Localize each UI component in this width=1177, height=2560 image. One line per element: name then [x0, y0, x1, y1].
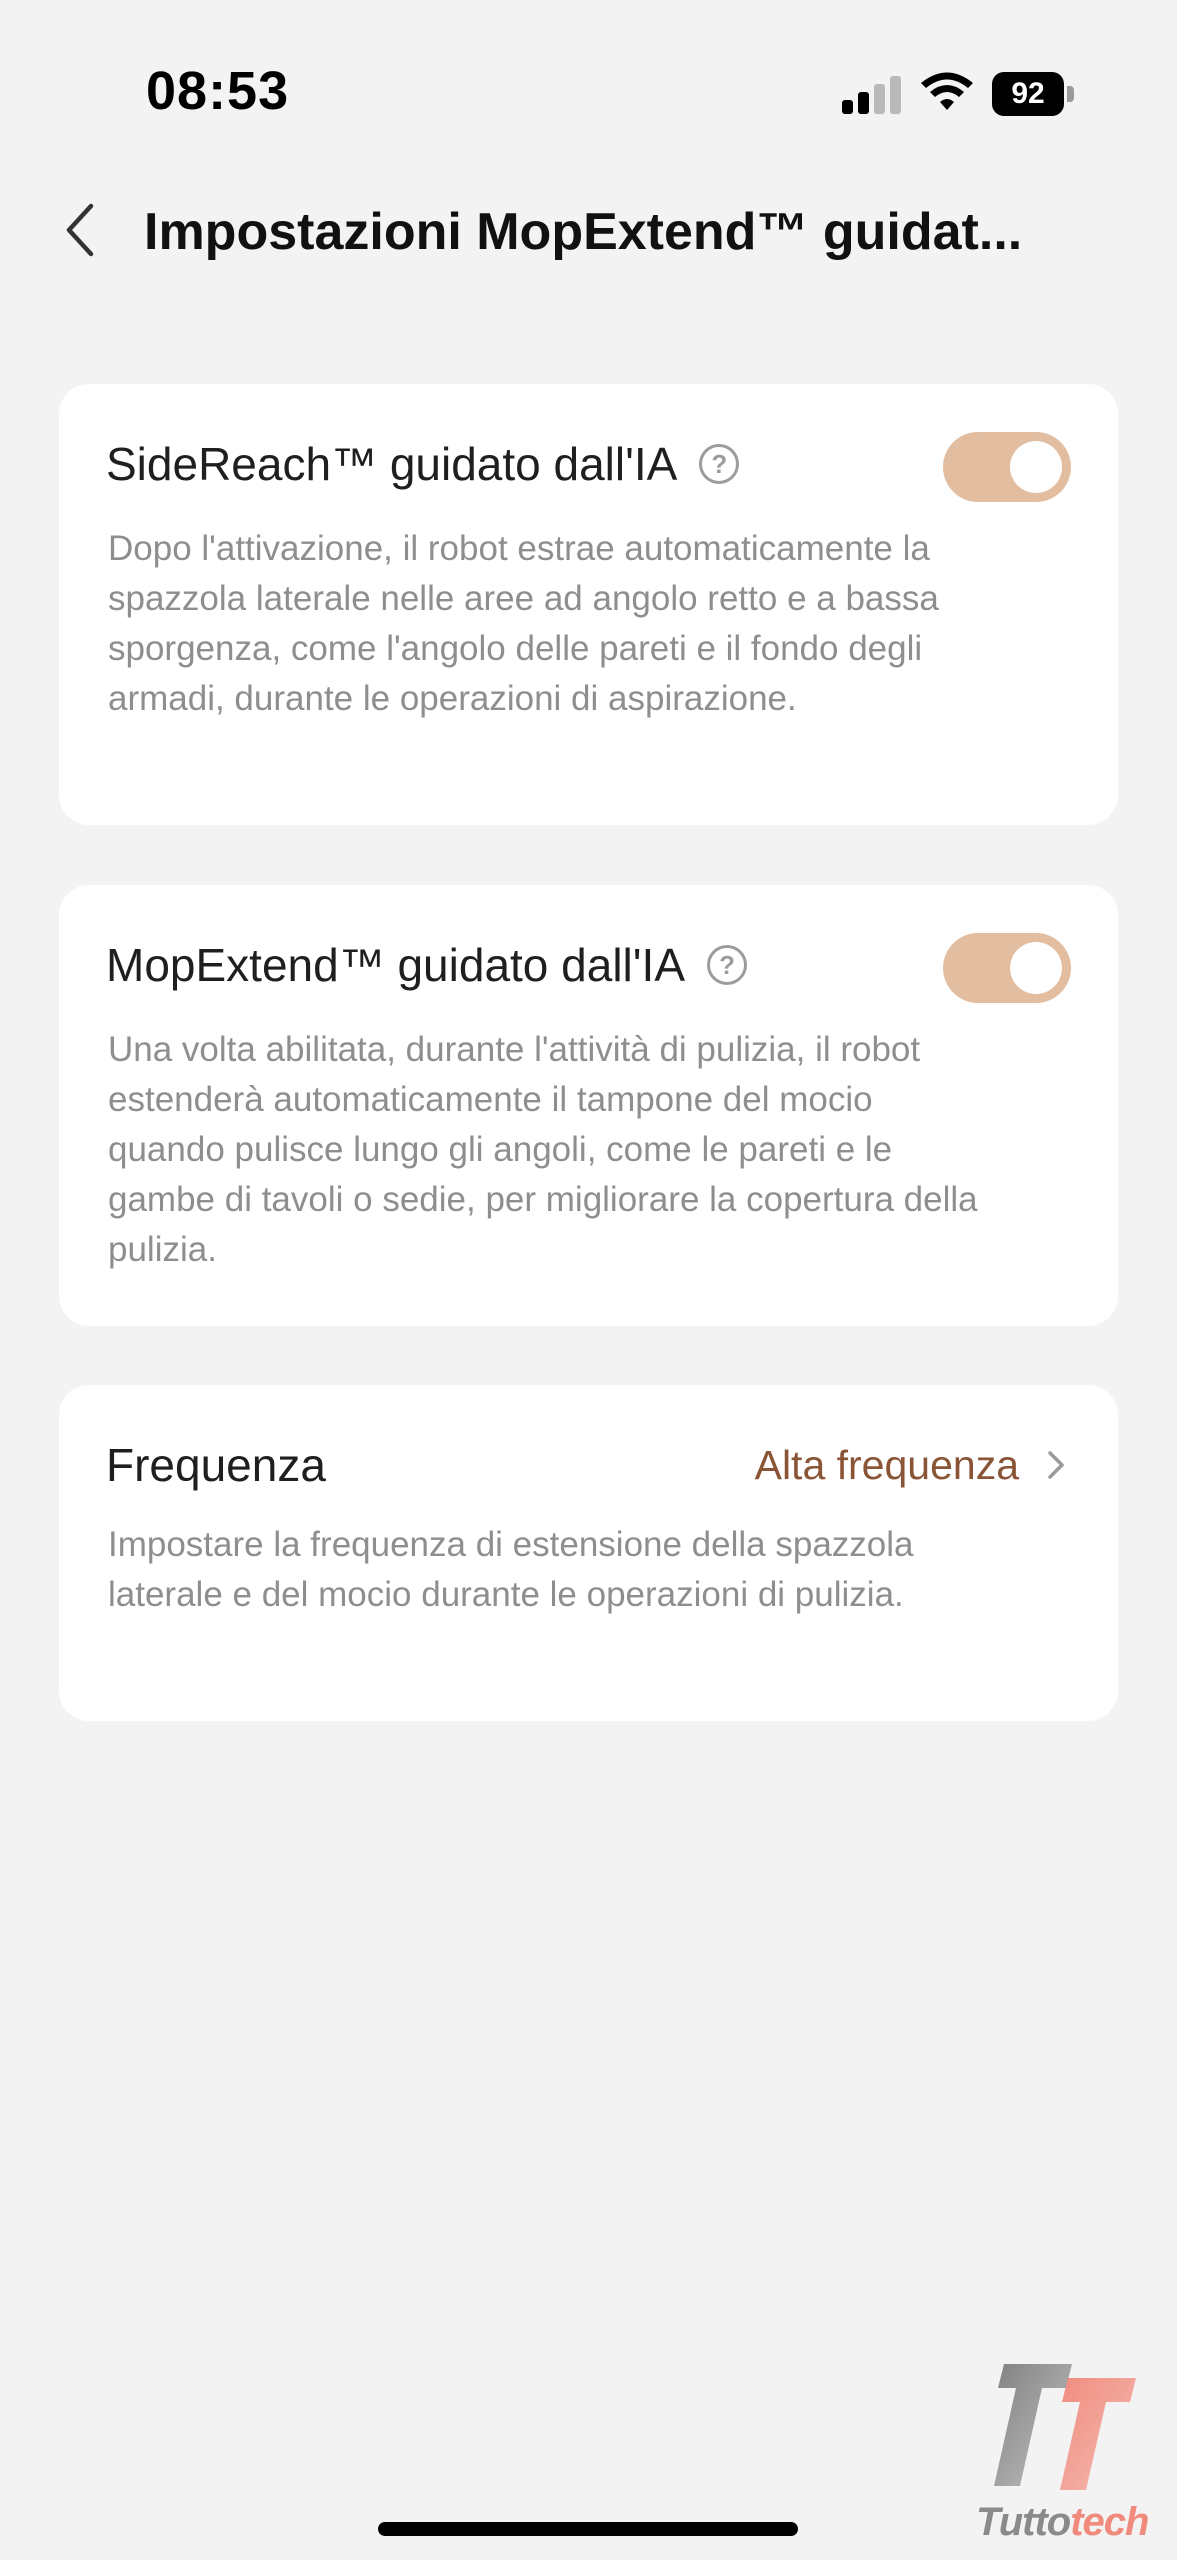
page-title: Impostazioni MopExtend™ guidat...	[144, 203, 1023, 261]
cellular-signal-icon	[842, 74, 902, 114]
status-time: 08:53	[146, 61, 290, 121]
sidereach-title-row	[106, 424, 1071, 504]
battery-indicator	[992, 72, 1074, 116]
frequency-selector[interactable]	[755, 1425, 1071, 1505]
frequency-value: Alta frequenza	[754, 1441, 1019, 1488]
frequency-card[interactable]	[59, 1385, 1118, 1721]
chevron-left-icon	[63, 202, 97, 258]
battery-level: 92	[992, 72, 1064, 116]
watermark-text	[976, 2500, 1148, 2545]
toggle-knob	[1010, 942, 1062, 994]
mopextend-card	[59, 885, 1118, 1326]
header	[0, 190, 1177, 330]
home-indicator[interactable]	[378, 2522, 798, 2536]
help-icon[interactable]: ?	[699, 444, 739, 484]
chevron-right-icon	[1041, 1445, 1071, 1485]
mopextend-toggle[interactable]	[943, 933, 1071, 1003]
frequency-description: Impostare la frequenza di estensione della spazzola laterale e del mocio durante le operazioni di pulizia.	[108, 1525, 914, 1614]
sidereach-description: Dopo l'attivazione, il robot estrae automaticamente la spazzola laterale nelle aree ad angolo retto e a bassa sporgenza, come l'angolo delle pareti e il fondo degli armadi, durante le operazioni di aspirazione.	[108, 529, 939, 718]
tuttotech-watermark	[976, 2358, 1156, 2548]
mopextend-title-row	[106, 925, 1071, 1005]
mopextend-description: Una volta abilitata, durante l'attività di pulizia, il robot estenderà automaticamente il tampone del mocio quando pulisce lungo gli angoli, come le pareti e le gambe di tavoli o sedie, per migliorare la copertura della pulizia.	[108, 1030, 978, 1269]
back-button[interactable]	[30, 190, 130, 270]
wifi-icon	[920, 70, 974, 114]
toggle-knob	[1010, 441, 1062, 493]
sidereach-title: SideReach™ guidato dall'IA	[106, 438, 678, 490]
mopextend-title: MopExtend™ guidato dall'IA	[106, 939, 686, 991]
frequency-title: Frequenza	[106, 1439, 326, 1491]
battery-tip	[1067, 86, 1074, 102]
watermark-text-part1: Tutto	[976, 2500, 1071, 2544]
watermark-text-part2: tech	[1070, 2500, 1149, 2544]
help-icon[interactable]: ?	[707, 945, 747, 985]
status-bar	[0, 0, 1177, 190]
sidereach-card	[59, 384, 1118, 825]
tuttotech-logo-icon	[976, 2358, 1136, 2498]
sidereach-toggle[interactable]	[943, 432, 1071, 502]
